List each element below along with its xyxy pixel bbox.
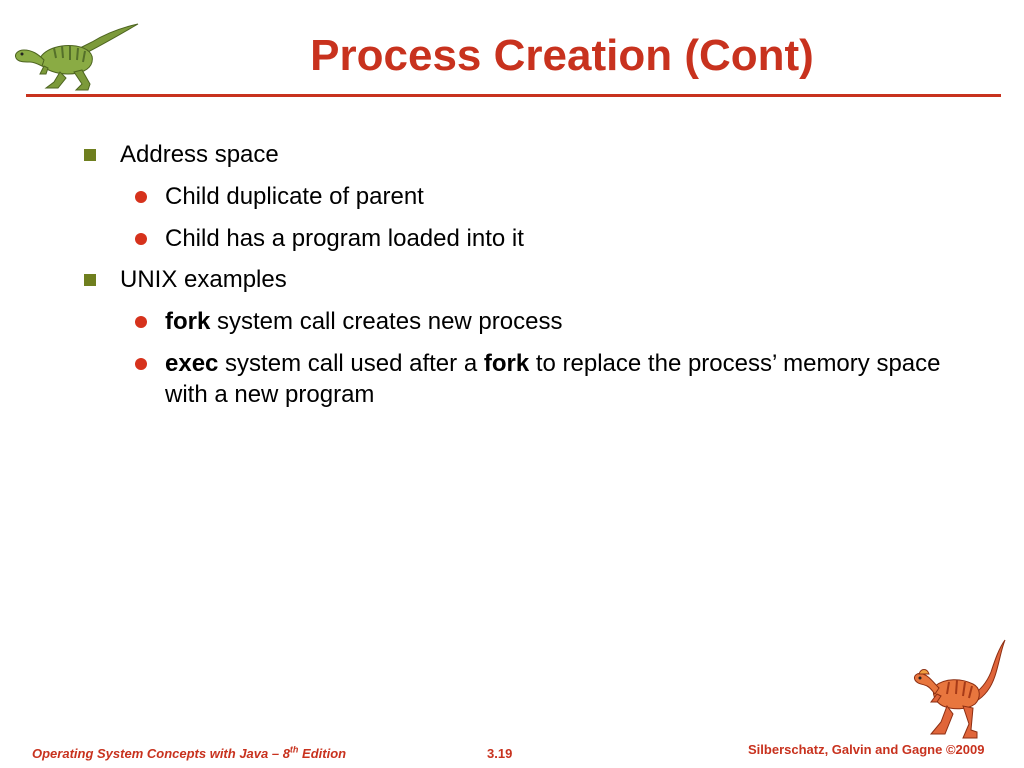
round-bullet-icon [135,233,147,245]
list-item: Child duplicate of parent [165,181,955,212]
keyword-fork: fork [165,308,211,335]
footer-copyright: Silberschatz, Galvin and Gagne ©2009 [748,742,985,757]
round-bullet-icon [135,316,147,328]
footer-book-title: Operating System Concepts with Java – 8th Edition [32,744,347,761]
green-dinosaur-icon [10,18,142,94]
square-bullet-icon [84,149,96,161]
keyword-fork: fork [483,350,530,377]
red-dinosaur-icon [905,638,1017,744]
keyword-exec: exec [165,350,219,377]
square-bullet-icon [84,274,96,286]
list-item: Address space [120,140,279,170]
list-item: UNIX examples [120,265,287,295]
list-item: fork system call creates new process [165,306,955,337]
slide-title: Process Creation (Cont) [310,31,814,80]
title-divider [26,94,1001,97]
round-bullet-icon [135,358,147,370]
round-bullet-icon [135,191,147,203]
list-item: Child has a program loaded into it [165,223,955,254]
list-item: exec system call used after a fork to replace the process’ memory space with a new program [165,348,955,410]
page-number: 3.19 [487,746,513,761]
